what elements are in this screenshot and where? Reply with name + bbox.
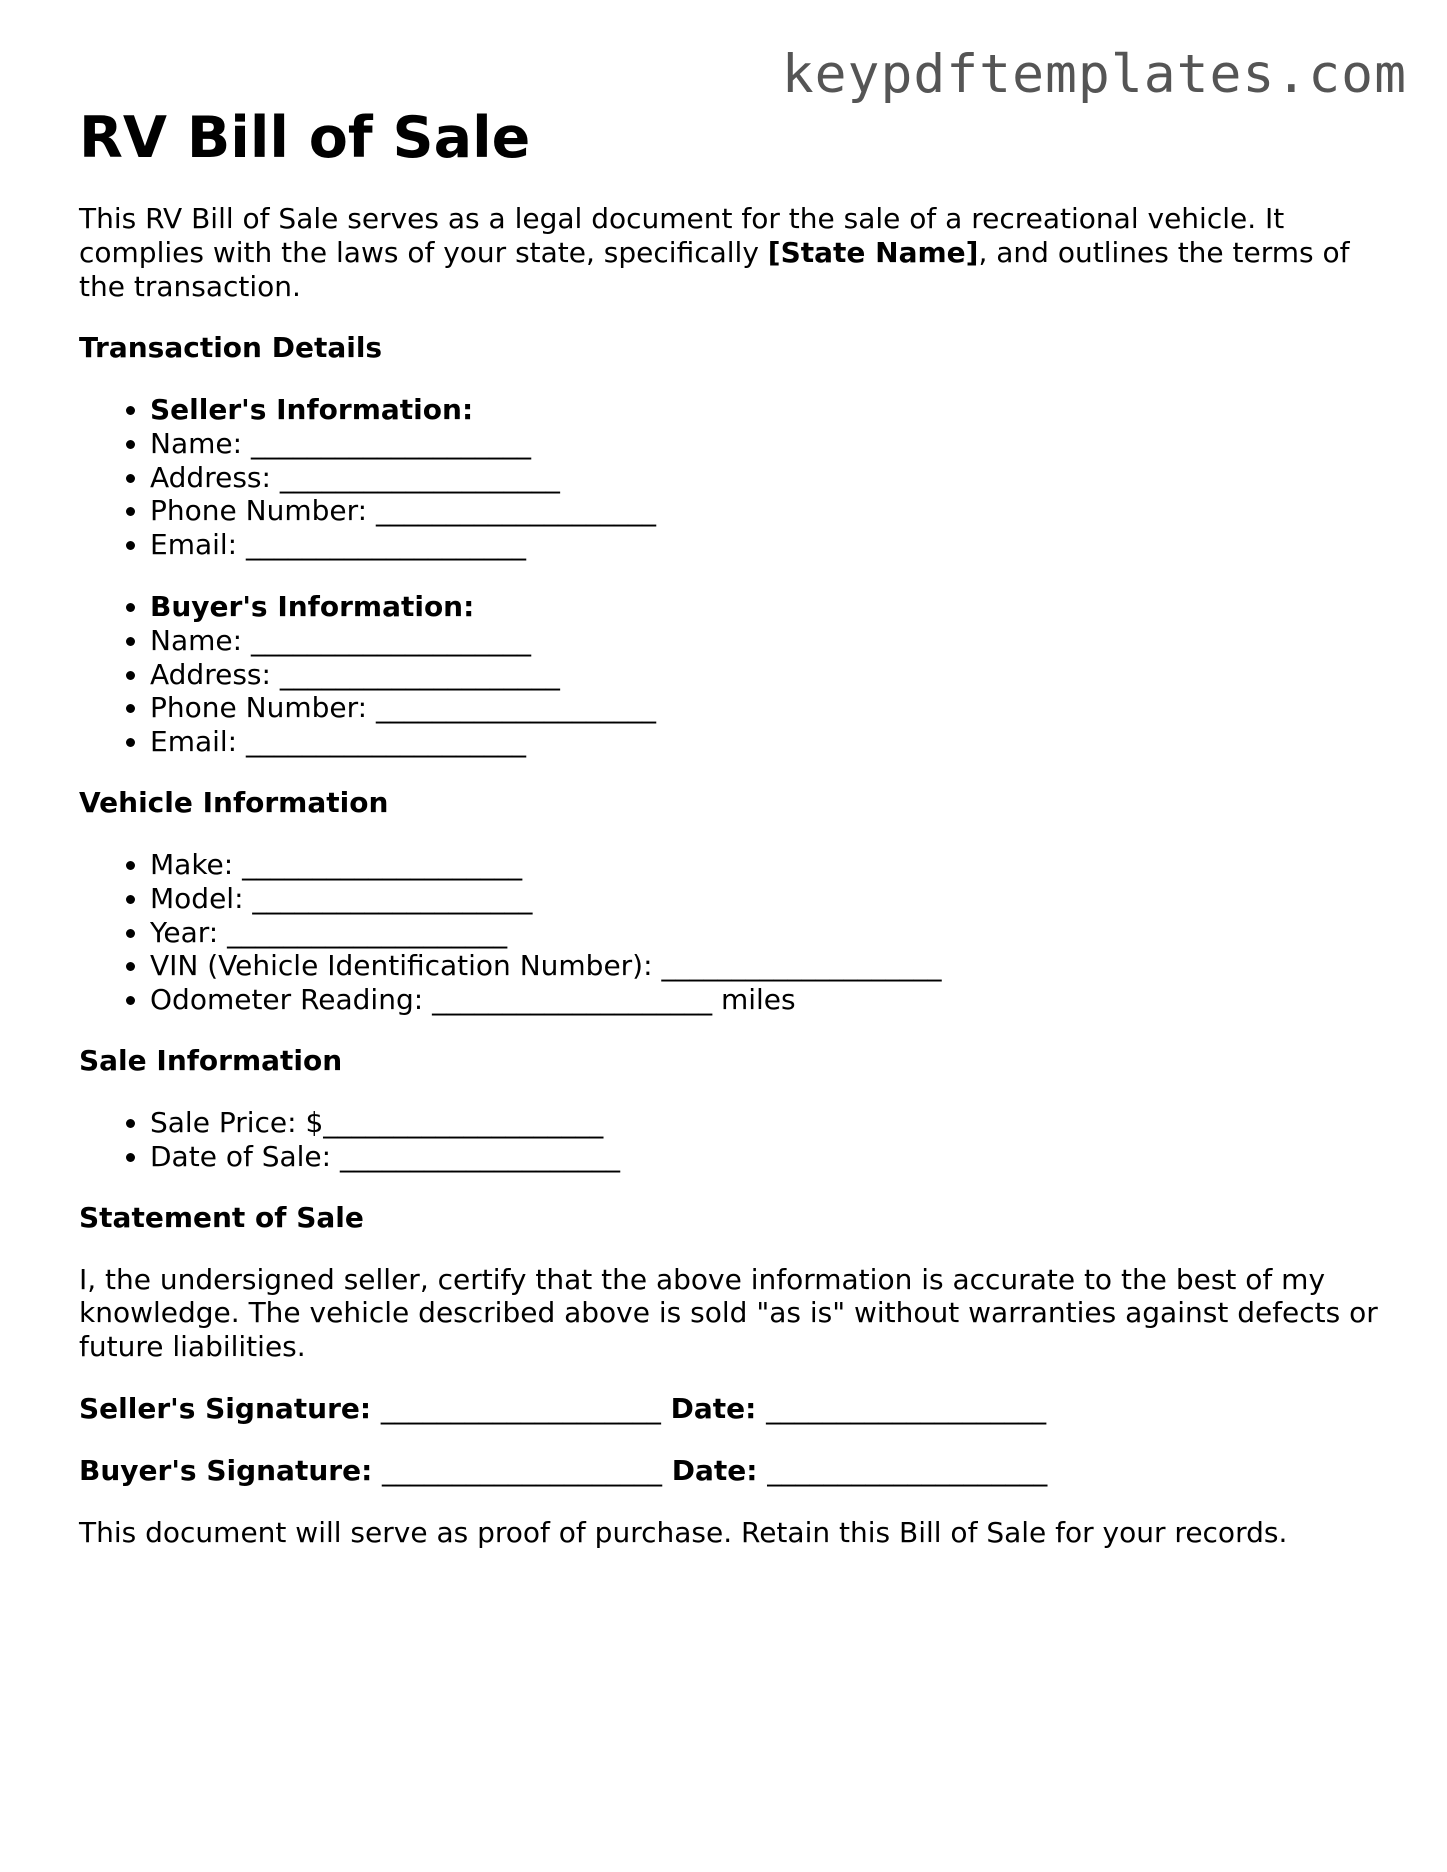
intro-text-before: This RV Bill of Sale serves as a legal document for the sale of a recreational vehicle. It complies with the laws of your state, specifically	[79, 202, 1285, 269]
transaction-details-heading: Transaction Details	[79, 331, 383, 364]
vehicle-vin-blank[interactable]: ____________________	[661, 949, 942, 983]
seller-email-blank[interactable]: ____________________	[246, 528, 527, 562]
seller-email-label: Email:	[150, 528, 247, 562]
seller-date-blank[interactable]: ____________________	[766, 1391, 1047, 1425]
vehicle-odometer-blank[interactable]: ____________________	[432, 983, 713, 1017]
vehicle-vin-field	[150, 949, 1379, 983]
sale-date-label: Date of Sale:	[150, 1139, 340, 1173]
page-title: RV Bill of Sale	[79, 105, 531, 171]
buyer-email-field	[150, 725, 1379, 759]
vehicle-odometer-field	[150, 983, 1379, 1017]
buyer-phone-field	[150, 691, 1379, 725]
vehicle-odometer-unit: miles	[712, 983, 796, 1017]
sale-price-field	[150, 1106, 1379, 1140]
vehicle-make-blank[interactable]: ____________________	[242, 847, 523, 881]
buyer-info-heading: • Buyer's Information:	[150, 590, 1379, 624]
seller-name-label: Name:	[150, 426, 251, 460]
seller-signature-label: Seller's Signature:	[79, 1391, 381, 1425]
seller-phone-blank[interactable]: ____________________	[375, 494, 656, 528]
vehicle-model-label: Model:	[150, 881, 253, 915]
buyer-address-blank[interactable]: ____________________	[279, 657, 560, 691]
document-page	[79, 96, 1379, 1550]
seller-name-blank[interactable]: ____________________	[250, 426, 531, 460]
seller-signature-blank[interactable]: ____________________	[380, 1391, 661, 1425]
buyer-email-blank[interactable]: ____________________	[246, 725, 527, 759]
seller-phone-field	[150, 494, 1379, 528]
vehicle-info-list	[79, 848, 1379, 1017]
buyer-signature-label: Buyer's Signature:	[79, 1453, 383, 1487]
sale-price-blank[interactable]: ____________________	[323, 1105, 604, 1139]
vehicle-information-heading: Vehicle Information	[79, 785, 389, 819]
buyer-name-field	[150, 624, 1379, 658]
sale-information-heading: Sale Information	[79, 1043, 343, 1077]
watermark: keypdftemplates.com	[781, 44, 1407, 105]
statement-of-sale-heading: Statement of Sale	[79, 1200, 364, 1234]
vehicle-year-label: Year:	[150, 915, 228, 949]
sale-date-field	[150, 1140, 1379, 1174]
buyer-info-list	[79, 590, 1379, 759]
seller-date-label: Date:	[660, 1391, 767, 1425]
buyer-address-label: Address:	[150, 657, 280, 691]
buyer-name-blank[interactable]: ____________________	[250, 623, 531, 657]
sale-price-label: Sale Price: $	[150, 1105, 324, 1139]
seller-name-field	[150, 427, 1379, 461]
vehicle-model-blank[interactable]: ____________________	[252, 881, 533, 915]
vehicle-odometer-label: Odometer Reading:	[150, 983, 433, 1017]
vehicle-vin-label: VIN (Vehicle Identification Number):	[150, 949, 662, 983]
vehicle-year-blank[interactable]: ____________________	[227, 915, 508, 949]
buyer-signature-line	[79, 1454, 1379, 1488]
buyer-phone-blank[interactable]: ____________________	[375, 691, 656, 725]
buyer-date-label: Date:	[662, 1453, 768, 1487]
buyer-date-blank[interactable]: ____________________	[767, 1453, 1048, 1487]
buyer-signature-blank[interactable]: ____________________	[382, 1453, 663, 1487]
seller-phone-label: Phone Number:	[150, 494, 376, 528]
buyer-email-label: Email:	[150, 725, 247, 759]
seller-address-field	[150, 461, 1379, 495]
seller-address-label: Address:	[150, 460, 280, 494]
seller-email-field	[150, 528, 1379, 562]
closing-statement: This document will serve as proof of purchase. Retain this Bill of Sale for your records.	[79, 1515, 1288, 1549]
statement-paragraph: I, the undersigned seller, certify that the above information is accurate to the best of my knowledge. The vehicle described above is sold "as is" without warranties against defects or future liabilities.	[79, 1262, 1378, 1364]
seller-info-heading: • Seller's Information:	[150, 393, 1379, 427]
vehicle-make-field	[150, 848, 1379, 882]
seller-info-list	[79, 393, 1379, 562]
vehicle-model-field	[150, 882, 1379, 916]
buyer-address-field	[150, 658, 1379, 692]
vehicle-make-label: Make:	[150, 847, 243, 881]
buyer-phone-label: Phone Number:	[150, 691, 376, 725]
vehicle-year-field	[150, 916, 1379, 950]
sale-date-blank[interactable]: ____________________	[339, 1139, 620, 1173]
sale-info-list	[79, 1106, 1379, 1174]
seller-address-blank[interactable]: ____________________	[279, 460, 560, 494]
intro-text-after: , and outlines the terms of the transaction.	[79, 236, 1350, 303]
state-name-placeholder: [State Name]	[767, 236, 979, 269]
seller-signature-line	[79, 1392, 1379, 1426]
buyer-name-label: Name:	[150, 623, 251, 657]
intro-paragraph	[79, 202, 1379, 304]
